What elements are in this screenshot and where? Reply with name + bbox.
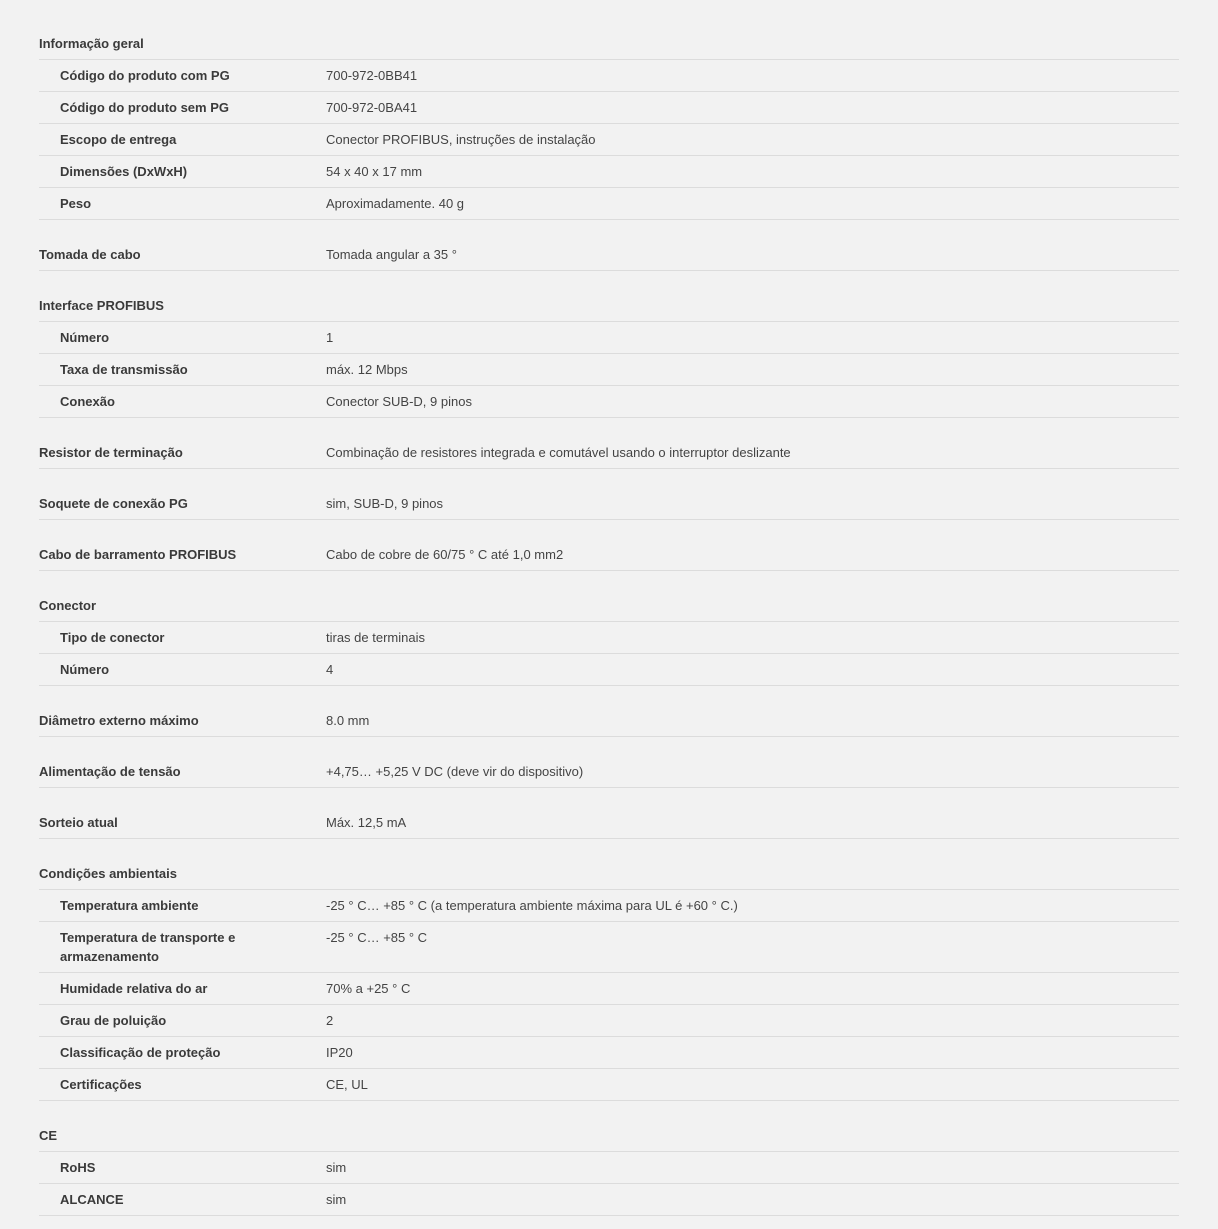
spec-value: 54 x 40 x 17 mm [326,164,423,179]
spec-value: 700-972-0BB41 [326,68,418,83]
spec-value: Aproximadamente. 40 g [326,196,465,211]
spec-label: Sorteio atual [39,815,118,830]
spec-row-temperatura-ambiente [39,890,1179,922]
spec-value: -25 ° C… +85 ° C [326,930,428,945]
spec-row-cabo-de-barramento-profibus [39,539,1179,571]
spec-value: tiras de terminais [326,630,425,645]
spec-row-alimentacao-de-tensao [39,756,1179,788]
spec-label: Conexão [60,394,115,409]
spec-row-dimensoes-dxwxh [39,156,1179,188]
spec-value: máx. 12 Mbps [326,362,408,377]
section-header-interface-profibus [39,290,1179,322]
spec-label: Condições ambientais [39,866,177,881]
spec-row-tomada-de-cabo [39,239,1179,271]
spec-value: sim [326,1160,347,1175]
spec-label: Tipo de conector [60,630,165,645]
spec-label: Número [60,330,110,345]
spec-value: Conector PROFIBUS, instruções de instalação [326,132,596,147]
spec-row-grau-de-poluicao [39,1005,1179,1037]
spec-row-sorteio-atual [39,807,1179,839]
spec-value: sim, SUB-D, 9 pinos [326,496,444,511]
spec-label: Resistor de terminação [39,445,183,460]
spec-value: 1 [326,330,334,345]
spec-row-peso [39,188,1179,220]
spec-value: -25 ° C… +85 ° C (a temperatura ambiente máxima para UL é +60 ° C.) [326,898,738,913]
spec-value: 2 [326,1013,334,1028]
spec-value: 70% a +25 ° C [326,981,411,996]
spec-label: CE [39,1128,58,1143]
spec-label: Grau de poluição [60,1013,167,1028]
spec-row-numero [39,322,1179,354]
spec-label: Classificação de proteção [60,1045,221,1060]
spec-row-rohs [39,1152,1179,1184]
spec-row-diametro-externo-maximo [39,705,1179,737]
spec-row-tipo-de-conector [39,622,1179,654]
spec-row-certificacoes [39,1069,1179,1101]
spec-row-codigo-do-produto-sem-pg [39,92,1179,124]
spec-table [39,28,1179,1216]
section-header-ce [39,1120,1179,1152]
spec-value: 700-972-0BA41 [326,100,418,115]
spec-label: Tomada de cabo [39,247,141,262]
spec-label: Conector [39,598,97,613]
spec-label: Cabo de barramento PROFIBUS [39,547,237,562]
spec-row-humidade-relativa-do-ar [39,973,1179,1005]
spec-value: IP20 [326,1045,353,1060]
spec-row-escopo-de-entrega [39,124,1179,156]
spec-row-resistor-de-terminacao [39,437,1179,469]
spec-label: Escopo de entrega [60,132,177,147]
spec-value: 4 [326,662,334,677]
spec-label: Peso [60,196,92,211]
spec-row-numero [39,654,1179,686]
spec-label: Código do produto com PG [60,68,230,83]
spec-label: Temperatura ambiente [60,898,199,913]
spec-label: RoHS [60,1160,96,1175]
spec-row-conexao [39,386,1179,418]
spec-row-temperatura-de-transporte-e-armazenamento [39,922,1179,973]
spec-label: Humidade relativa do ar [60,981,208,996]
spec-label: Alimentação de tensão [39,764,181,779]
spec-label: Diâmetro externo máximo [39,713,199,728]
spec-row-alcance [39,1184,1179,1216]
spec-label: Informação geral [39,36,144,51]
spec-label: Certificações [60,1077,142,1092]
spec-value: sim [326,1192,347,1207]
spec-value: Conector SUB-D, 9 pinos [326,394,472,409]
spec-row-taxa-de-transmissao [39,354,1179,386]
spec-value: 8.0 mm [326,713,370,728]
spec-label: ALCANCE [60,1192,124,1207]
spec-label: Temperatura de transporte e armazenamento [60,930,236,964]
spec-value: Tomada angular a 35 ° [326,247,457,262]
spec-value: +4,75… +5,25 V DC (deve vir do dispositivo) [326,764,584,779]
section-header-conector [39,590,1179,622]
section-header-condicoes-ambientais [39,858,1179,890]
spec-value: Máx. 12,5 mA [326,815,407,830]
spec-label: Taxa de transmissão [60,362,188,377]
spec-label: Número [60,662,110,677]
spec-row-codigo-do-produto-com-pg [39,60,1179,92]
spec-value: CE, UL [326,1077,368,1092]
spec-label: Dimensões (DxWxH) [60,164,188,179]
spec-row-classificacao-de-protecao [39,1037,1179,1069]
spec-value: Combinação de resistores integrada e comutável usando o interruptor deslizante [326,445,791,460]
spec-row-soquete-de-conexao-pg [39,488,1179,520]
spec-label: Código do produto sem PG [60,100,229,115]
section-header-informacao-geral [39,28,1179,60]
spec-value: Cabo de cobre de 60/75 ° C até 1,0 mm2 [326,547,564,562]
spec-label: Interface PROFIBUS [39,298,164,313]
spec-label: Soquete de conexão PG [39,496,188,511]
